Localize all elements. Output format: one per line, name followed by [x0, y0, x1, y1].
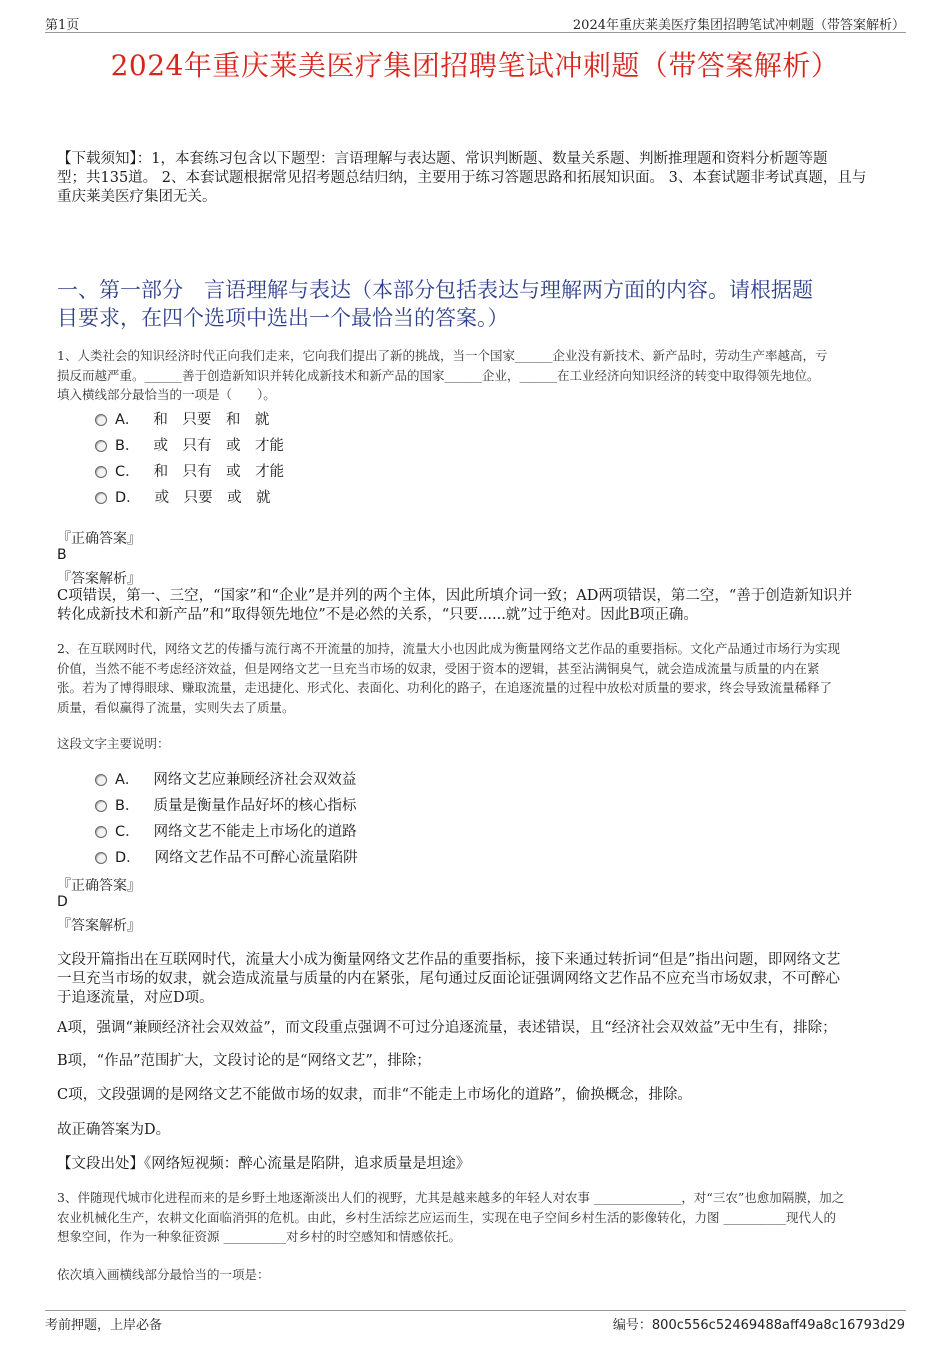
stem-line: 农业机械化生产，农耕文化面临消弭的危机。由此，乡村生活综艺应运而生，实现在电子空间乡村生活的影像转化，力图 __________现代人的 — [57, 1209, 836, 1225]
radio-icon[interactable] — [95, 466, 107, 478]
stem-line: 3、伴随现代城市化进程而来的是乡野土地逐渐淡出人们的视野，尤其是越来越多的年轻人对农事 ______________，对“三农”也愈加隔膜，加之 — [57, 1190, 845, 1205]
q2-answer-label: 『正确答案』 — [57, 878, 141, 894]
radio-icon[interactable] — [95, 492, 107, 504]
question-1-stem — [57, 346, 892, 405]
footer-code — [613, 1314, 905, 1333]
q2-analysis-b: B项，“作品”范围扩大，文段讨论的是“网络文艺”，排除； — [57, 1053, 431, 1069]
running-title: 2024年重庆莱美医疗集团招聘笔试冲刺题（带答案解析） — [572, 18, 905, 33]
notice-line: 型；共135道。 2、本套试题根据常见招考题总结归纳，主要用于练习答题思路和拓展知识面。 3、本套试题非考试真题，且与 — [57, 170, 867, 186]
q2-option-d[interactable] — [95, 845, 358, 867]
option-text: 和 只有 或 才能 — [153, 463, 285, 480]
q2-prompt: 这段文字主要说明： — [57, 736, 170, 751]
stem-line: 价值，当然不能不考虑经济效益，但是网络文艺一旦充当市场的奴隶，受困于资本的逻辑，甚至沾满铜臭气，就会造成流量与质量的内在紧 — [57, 660, 820, 676]
radio-icon[interactable] — [95, 414, 107, 426]
section-heading — [57, 276, 897, 332]
option-letter: C． — [115, 463, 140, 480]
section-heading-line: 目要求，在四个选项中选出一个最恰当的答案。） — [57, 306, 509, 330]
q2-analysis-a: A项，强调“兼顾经济社会双效益”，而文段重点强调不可过分追逐流量，表述错误，且“经济社会双效益”无中生有，排除； — [57, 1020, 837, 1036]
question-3-stem — [57, 1188, 892, 1247]
stem-line: 1、人类社会的知识经济时代正向我们走来，它向我们提出了新的挑战，当一个国家______企业没有新技术、新产品时，劳动生产率越高，亏 — [57, 348, 828, 363]
page-number: 第1页 — [45, 18, 80, 33]
option-letter: A． — [115, 411, 140, 428]
option-text: 或 只要 或 就 — [154, 489, 271, 506]
document-title: 2024年重庆莱美医疗集团招聘笔试冲刺题（带答案解析） — [110, 49, 840, 82]
q2-analysis-c: C项，文段强调的是网络文艺不能做市场的奴隶，而非“不能走上市场化的道路”，偷换概念，排除。 — [57, 1087, 692, 1103]
q2-option-b[interactable] — [95, 793, 356, 815]
option-text: 和 只要 和 就 — [153, 411, 270, 428]
q1-option-a[interactable] — [95, 407, 269, 429]
stem-line: 想象空间，作为一种象征资源 __________对乡村的时空感知和情感依托。 — [57, 1229, 461, 1244]
footer-slogan: 考前押题，上岸必备 — [45, 1318, 163, 1333]
q2-conclusion: 故正确答案为D。 — [57, 1122, 171, 1138]
q1-analysis-label: 『答案解析』 — [57, 571, 141, 587]
stem-line: 填入横线部分最恰当的一项是（ ）。 — [57, 387, 276, 402]
radio-icon[interactable] — [95, 800, 107, 812]
stem-line: 损反而越严重。______善于创造新知识并转化成新技术和新产品的国家______企业，______在工业经济向知识经济的转变中取得领先地位。 — [57, 367, 820, 383]
radio-icon[interactable] — [95, 440, 107, 452]
notice-line: 【下载须知】：1，本套练习包含以下题型：言语理解与表达题、常识判断题、数量关系题、判断推理题和资料分析题等题 — [57, 151, 828, 167]
q1-option-d[interactable] — [95, 485, 271, 507]
option-text: 网络文艺作品不可醉心流量陷阱 — [154, 849, 358, 866]
q2-source: 【文段出处】《网络短视频：醉心流量是陷阱，追求质量是坦途》 — [57, 1156, 471, 1172]
footer-rule — [45, 1310, 906, 1311]
option-letter: D． — [115, 849, 141, 866]
q1-option-c[interactable] — [95, 459, 284, 481]
q2-option-c[interactable] — [95, 819, 357, 841]
option-letter: C． — [115, 823, 140, 840]
option-text: 网络文艺应兼顾经济社会双效益 — [153, 771, 357, 788]
question-2-stem — [57, 639, 892, 717]
stem-line: 2、在互联网时代，网络文艺的传播与流行离不开流量的加持，流量大小也因此成为衡量网络文艺作品的重要指标。文化产品通过市场行为实现 — [57, 641, 840, 656]
option-text: 质量是衡量作品好坏的核心指标 — [153, 797, 357, 814]
q1-analysis — [57, 587, 892, 625]
option-letter: D． — [115, 489, 141, 506]
radio-icon[interactable] — [95, 852, 107, 864]
radio-icon[interactable] — [95, 826, 107, 838]
analysis-line: 文段开篇指出在互联网时代，流量大小成为衡量网络文艺作品的重要指标，接下来通过转折词“但是”指出问题，即网络文艺 — [57, 952, 841, 968]
analysis-line: 一旦充当市场的奴隶，就会造成流量与质量的内在紧张，尾句通过反面论证强调网络文艺作品不应充当市场奴隶，不可醉心 — [57, 971, 840, 987]
q2-answer: D — [57, 894, 68, 910]
stem-line: 张。若为了博得眼球、赚取流量，走迅捷化、形式化、表面化、功利化的路子，在追逐流量的过程中放松对质量的要求，终会导致流量稀释了 — [57, 680, 833, 695]
analysis-line: 于追逐流量，对应D项。 — [57, 990, 214, 1006]
option-letter: B． — [115, 437, 140, 454]
code-value: 800c556c52469488aff49a8c16793d29 — [651, 1318, 905, 1333]
option-letter: A． — [115, 771, 140, 788]
section-heading-line: 一、第一部分 言语理解与表达（本部分包括表达与理解两方面的内容。请根据题 — [57, 278, 813, 302]
q1-answer: B — [57, 547, 67, 563]
notice-line: 重庆莱美医疗集团无关。 — [57, 189, 217, 205]
radio-icon[interactable] — [95, 774, 107, 786]
analysis-line: C项错误，第一、三空，“国家”和“企业”是并列的两个主体，因此所填介词一致；AD两项错误，第二空，“善于创造新知识并 — [57, 588, 853, 604]
option-letter: B． — [115, 797, 140, 814]
q2-analysis-label: 『答案解析』 — [57, 918, 141, 934]
q2-option-a[interactable] — [95, 767, 356, 789]
download-notice — [57, 150, 892, 207]
option-text: 或 只有 或 才能 — [153, 437, 284, 454]
q1-answer-label: 『正确答案』 — [57, 531, 141, 547]
header-rule — [45, 32, 906, 33]
option-text: 网络文艺不能走上市场化的道路 — [153, 823, 357, 840]
q3-prompt: 依次填入画横线部分最恰当的一项是： — [57, 1267, 270, 1282]
q1-option-b[interactable] — [95, 433, 284, 455]
code-label: 编号： — [612, 1318, 652, 1333]
q2-analysis-main — [57, 951, 892, 1008]
stem-line: 质量，看似赢得了流量，实则失去了质量。 — [57, 699, 295, 715]
analysis-line: 转化成新技术和新产品”和“取得领先地位”不是必然的关系，“只要......就”过于绝对。因此B项正确。 — [57, 607, 698, 623]
